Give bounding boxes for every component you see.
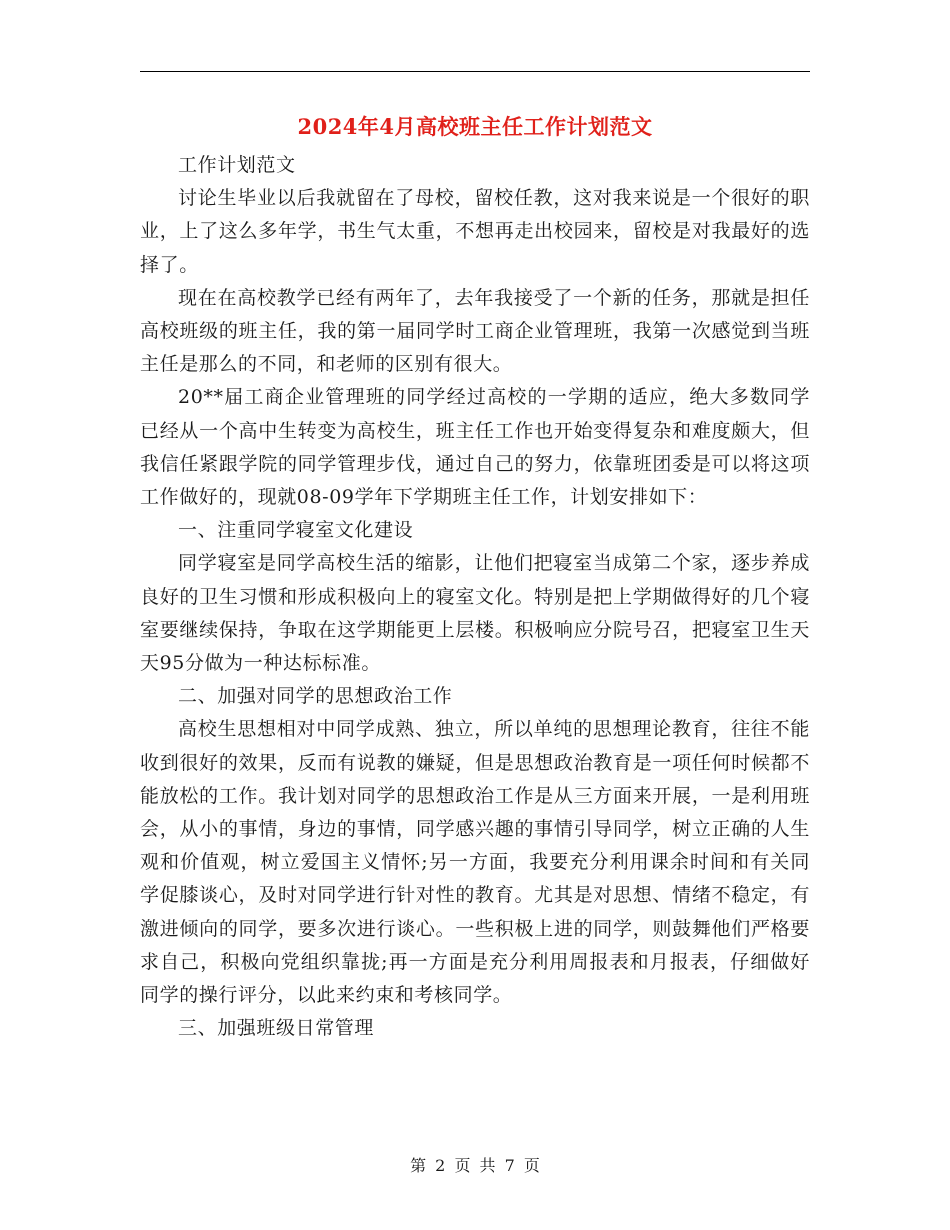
document-title: 2024年4月高校班主任工作计划范文 bbox=[297, 114, 653, 139]
section-heading-3: 三、加强班级日常管理 bbox=[178, 1017, 375, 1040]
paragraph: 现在在高校教学已经有两年了，去年我接受了一个新的任务，那就是担任高校班级的班主任，我的第一届同学时工商企业管理班，我第一次感觉到当班主任是那么的不同，和老师的区别有很大。 bbox=[140, 286, 810, 376]
header-rule bbox=[140, 71, 810, 72]
paragraph: 高校生思想相对中同学成熟、独立，所以单纯的思想理论教育，往往不能收到很好的效果，反而有说教的嫌疑，但是思想政治教育是一项任何时候都不能放松的工作。我计划对同学的思想政治工作是从三方面来开展，一是利用班会，从小的事情，身边的事情，同学感兴趣的事情引导同学，树立正确的人生观和价值观，树立爱国主义情怀;另一方面，我要充分利用课余时间和有关同学促膝谈心，及时对同学进行针对性的教育。尤其是对思想、情绪不稳定，有激进倾向的同学，要多次进行谈心。一些积极上进的同学，则鼓舞他们严格要求自己，积极向党组织靠拢;再一方面是充分利用周报表和月报表，仔细做好同学的操行评分，以此来约束和考核同学。 bbox=[140, 718, 810, 1007]
page-number-footer: 第 2 页 共 7 页 bbox=[410, 1156, 540, 1175]
document-body bbox=[140, 149, 810, 1045]
paragraph-subtitle: 工作计划范文 bbox=[178, 154, 296, 176]
paragraph: 讨论生毕业以后我就留在了母校，留校任教，这对我来说是一个很好的职业，上了这么多年学，书生气太重，不想再走出校园来，留校是对我最好的选择了。 bbox=[140, 187, 810, 276]
section-heading-2: 二、加强对同学的思想政治工作 bbox=[178, 685, 453, 708]
paragraph: 20**届工商企业管理班的同学经过高校的一学期的适应，绝大多数同学已经从一个高中生转变为高校生，班主任工作也开始变得复杂和难度颇大，但我信任紧跟学院的同学管理步伐，通过自己的努力，依靠班团委是可以将这项工作做好的，现就08-09学年下学期班主任工作，计划安排如下： bbox=[140, 386, 810, 509]
paragraph: 同学寝室是同学高校生活的缩影，让他们把寝室当成第二个家，逐步养成良好的卫生习惯和形成积极向上的寝室文化。特别是把上学期做得好的几个寝室要继续保持，争取在这学期能更上层楼。积极响应分院号召，把寝室卫生天天95分做为一种达标标准。 bbox=[140, 552, 810, 675]
section-heading-1: 一、注重同学寝室文化建设 bbox=[178, 519, 414, 542]
